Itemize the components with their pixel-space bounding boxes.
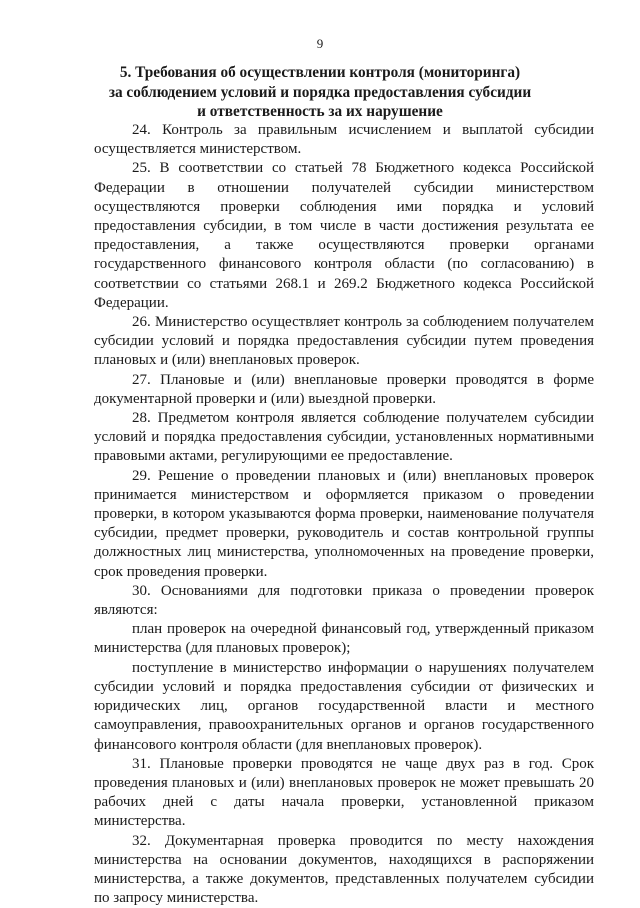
paragraph-25: 25. В соответствии со статьей 78 Бюджетного кодекса Российской Федерации в отношении получателей субсидии министерством осуществляются проверки соблюдения ими порядка и условий предоставления субсидии, в том числе в части достижения результата ее предоставления, а также осуществляются проверки органами государственного финансового контроля области (по согласованию) в соответствии со статьями 268.1 и 269.2 Бюджетного кодекса Российской Федерации. — [94, 160, 594, 311]
paragraph-32: 32. Документарная проверка проводится по месту нахождения министерства на основании документов, находящихся в распоряжении министерства, а также документов, представленных получателем субсидии по запросу министерства. — [94, 832, 594, 907]
document-body — [94, 121, 594, 908]
paragraph-27: 27. Плановые и (или) внеплановые проверки проводятся в форме документарной проверки и (или) выездной проверки. — [94, 371, 594, 407]
paragraph-26: 26. Министерство осуществляет контроль за соблюдением получателем субсидии условий и порядка предоставления субсидии путем проведения плановых и (или) внеплановых проверок. — [94, 314, 594, 369]
paragraph-24: 24. Контроль за правильным исчислением и выплатой субсидии осуществляется министерством. — [94, 122, 594, 158]
paragraph-30: 30. Основаниями для подготовки приказа о проведении проверок являются: — [94, 582, 594, 619]
paragraph-30-item-2: поступление в министерство информации о нарушениях получателем субсидии условий и порядка предоставления субсидии от физических и юридических лиц, органов государственной власти и местного самоуправления, правоохранительных органов и органов государственного финансового контроля области (для внеплановых проверок). — [94, 659, 594, 753]
paragraph-31: 31. Плановые проверки проводятся не чаще двух раз в год. Срок проведения плановых и (или) внеплановых проверок не может превышать 20 рабочих дней с даты начала проверки, установленной приказом министерства. — [94, 755, 594, 830]
section-heading-line-1: 5. Требования об осуществлении контроля (мониторинга) — [119, 64, 521, 81]
section-heading-line-2: за соблюдением условий и порядка предоставления субсидии — [108, 83, 532, 101]
section-heading — [80, 63, 560, 122]
paragraph-29: 29. Решение о проведении плановых и (или) внеплановых проверок принимается министерством и оформляется приказом о проведении проверки, в котором указываются форма проверки, наименование получателя субсидии, предмет проверки, руководитель и состав контрольной группы должностных лиц министерства, уполномоченных на проведение проверки, срок проведения проверки. — [94, 467, 594, 580]
paragraph-30-item-1: план проверок на очередной финансовый год, утвержденный приказом министерства (для плановых проверок); — [94, 621, 594, 657]
section-heading-line-3: и ответственность за их нарушение — [197, 103, 443, 120]
page-number: 9 — [316, 36, 324, 51]
paragraph-28: 28. Предметом контроля является соблюдение получателем субсидии условий и порядка предоставления субсидии, установленных нормативными правовыми актами, регулирующими ее предоставление. — [94, 410, 594, 465]
